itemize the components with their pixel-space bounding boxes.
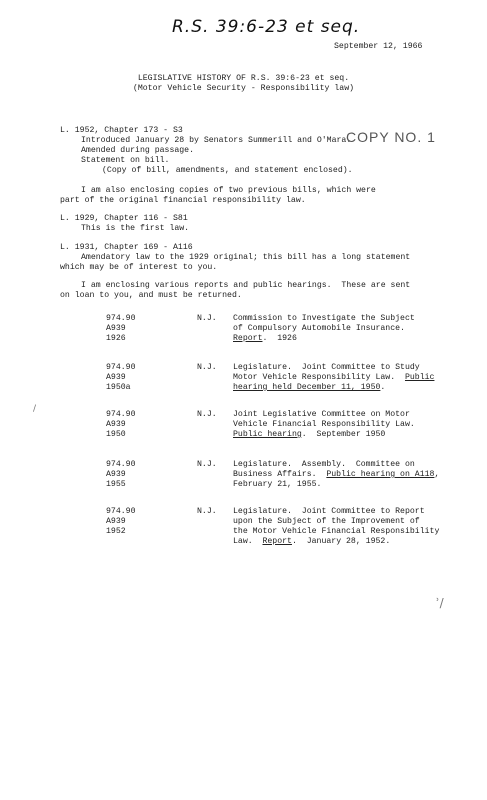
reference-underlined: Public hearing bbox=[233, 430, 302, 439]
call-number: 1950 bbox=[106, 430, 126, 439]
reference-line: Report. 1926 bbox=[233, 334, 297, 343]
paragraph-line: I am also enclosing copies of two previous bills, which were bbox=[81, 186, 376, 195]
reference-entry bbox=[106, 460, 466, 502]
reference-entry bbox=[106, 363, 466, 405]
reference-line: Business Affairs. Public hearing on A118, bbox=[233, 470, 440, 479]
law-1952-line: (Copy of bill, amendments, and statement enclosed). bbox=[102, 166, 353, 175]
law-1952-line: Introduced January 28 by Senators Summerill and O'Mara. bbox=[81, 136, 352, 145]
reference-underlined: Public bbox=[404, 373, 435, 382]
handwritten-note: R.S. 39:6-23 et seq. bbox=[172, 17, 361, 37]
reference-underlined: hearing held December 11, 1950 bbox=[233, 383, 381, 392]
document-date: September 12, 1966 bbox=[334, 42, 423, 51]
call-number: 974.90 bbox=[106, 363, 136, 372]
call-number: 1950a bbox=[106, 383, 131, 392]
state-code: N.J. bbox=[197, 507, 217, 516]
call-number: 1955 bbox=[106, 480, 126, 489]
reference-line: Public hearing. September 1950 bbox=[233, 430, 386, 439]
law-1952-line: Amended during passage. bbox=[81, 146, 195, 155]
call-number: 974.90 bbox=[106, 460, 136, 469]
reference-line: the Motor Vehicle Financial Responsibility bbox=[233, 527, 440, 536]
scan-mark: ʾ/ bbox=[436, 596, 444, 610]
call-number: 1952 bbox=[106, 527, 126, 536]
call-number: A939 bbox=[106, 324, 126, 333]
law-1931-line: which may be of interest to you. bbox=[60, 263, 218, 272]
reference-underlined: Report bbox=[262, 537, 292, 546]
reference-line: Law. Report. January 28, 1952. bbox=[233, 537, 391, 546]
paragraph-line: part of the original financial responsibility law. bbox=[60, 196, 306, 205]
reference-line: of Compulsory Automobile Insurance. bbox=[233, 324, 405, 333]
document-subtitle: (Motor Vehicle Security - Responsibility law) bbox=[132, 84, 355, 93]
reference-line: February 21, 1955. bbox=[233, 480, 322, 489]
reference-entry bbox=[106, 314, 466, 356]
reference-entry bbox=[106, 410, 466, 452]
copy-stamp: COPY NO. 1 bbox=[346, 129, 436, 145]
paragraph-line: on loan to you, and must be returned. bbox=[60, 291, 242, 300]
scan-mark: / bbox=[33, 404, 37, 414]
reference-line: Joint Legislative Committee on Motor bbox=[233, 410, 410, 419]
reference-line: hearing held December 11, 1950. bbox=[233, 383, 386, 392]
reference-line: Legislature. Joint Committee to Report bbox=[233, 507, 425, 516]
reference-line: upon the Subject of the Improvement of bbox=[233, 517, 420, 526]
call-number: 974.90 bbox=[106, 314, 136, 323]
reference-line: Legislature. Assembly. Committee on bbox=[233, 460, 415, 469]
reference-line: Commission to Investigate the Subject bbox=[233, 314, 415, 323]
state-code: N.J. bbox=[197, 363, 217, 372]
state-code: N.J. bbox=[197, 460, 217, 469]
call-number: 1926 bbox=[106, 334, 126, 343]
reference-line: Legislature. Joint Committee to Study bbox=[233, 363, 420, 372]
law-1929-heading: L. 1929, Chapter 116 - S81 bbox=[60, 214, 188, 223]
call-number: A939 bbox=[106, 517, 126, 526]
document-title: LEGISLATIVE HISTORY OF R.S. 39:6-23 et seq. bbox=[137, 74, 350, 83]
reference-underlined: Public hearing on A118 bbox=[326, 470, 435, 479]
reference-line: Motor Vehicle Responsibility Law. Public bbox=[233, 373, 435, 382]
call-number: A939 bbox=[106, 373, 126, 382]
reference-entry bbox=[106, 507, 466, 559]
state-code: N.J. bbox=[197, 314, 217, 323]
law-1931-heading: L. 1931, Chapter 169 - A116 bbox=[60, 243, 193, 252]
call-number: 974.90 bbox=[106, 507, 136, 516]
state-code: N.J. bbox=[197, 410, 217, 419]
law-1952-heading: L. 1952, Chapter 173 - S3 bbox=[60, 126, 183, 135]
law-1952-line: Statement on bill. bbox=[81, 156, 170, 165]
call-number: A939 bbox=[106, 420, 126, 429]
reference-underlined: Report bbox=[233, 334, 263, 343]
law-1929-line: This is the first law. bbox=[81, 224, 190, 233]
call-number: 974.90 bbox=[106, 410, 136, 419]
reference-line: Vehicle Financial Responsibility Law. bbox=[233, 420, 415, 429]
law-1931-line: Amendatory law to the 1929 original; this bill has a long statement bbox=[81, 253, 411, 262]
paragraph-line: I am enclosing various reports and public hearings. These are sent bbox=[81, 281, 411, 290]
call-number: A939 bbox=[106, 470, 126, 479]
